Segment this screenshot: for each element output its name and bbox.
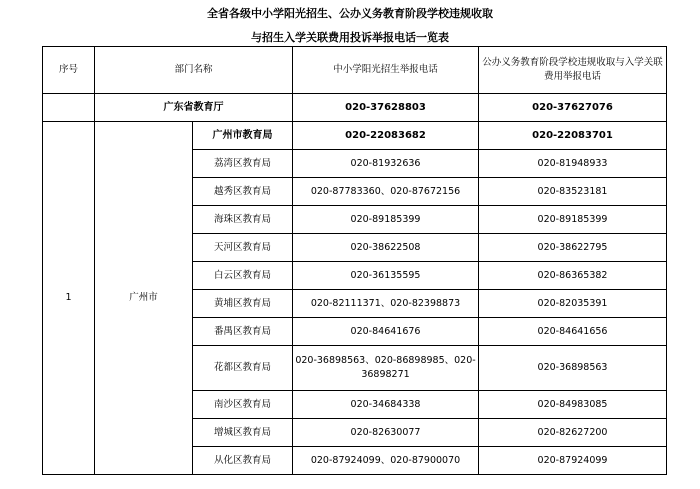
- cell-province-fee-phone: 020-37627076: [479, 94, 667, 122]
- cell-department-name: 黄埔区教育局: [193, 290, 293, 318]
- cell-fee-phone: 020-38622795: [479, 234, 667, 262]
- cell-department-name: 荔湾区教育局: [193, 150, 293, 178]
- document-title-line-2: 与招生入学关联费用投诉举报电话一览表: [251, 31, 449, 44]
- cell-department-name: 从化区教育局: [193, 447, 293, 475]
- cell-fee-phone: 020-87924099: [479, 447, 667, 475]
- table-header-row: [43, 47, 667, 94]
- cell-fee-phone: 020-22083701: [479, 122, 667, 150]
- cell-enrollment-phone: 020-89185399: [293, 206, 479, 234]
- cell-enrollment-phone: 020-82630077: [293, 419, 479, 447]
- header-enrollment-hotline: 中小学阳光招生举报电话: [293, 47, 479, 94]
- cell-province-name: 广东省教育厅: [95, 94, 293, 122]
- cell-enrollment-phone: 020-81932636: [293, 150, 479, 178]
- cell-fee-phone: 020-89185399: [479, 206, 667, 234]
- table-row-province: [43, 94, 667, 122]
- cell-fee-phone: 020-81948933: [479, 150, 667, 178]
- cell-fee-phone: 020-84641656: [479, 318, 667, 346]
- cell-department-name: 越秀区教育局: [193, 178, 293, 206]
- cell-enrollment-phone: 020-87924099、020-87900070: [293, 447, 479, 475]
- cell-seq-empty: [43, 94, 95, 122]
- cell-fee-phone: 020-83523181: [479, 178, 667, 206]
- cell-fee-phone: 020-82627200: [479, 419, 667, 447]
- cell-enrollment-phone: 020-36898563、020-86898985、020-36898271: [293, 346, 479, 391]
- cell-department-name: 番禺区教育局: [193, 318, 293, 346]
- cell-department-name: 花都区教育局: [193, 346, 293, 391]
- cell-fee-phone: 020-84983085: [479, 391, 667, 419]
- cell-department-name: 天河区教育局: [193, 234, 293, 262]
- cell-enrollment-phone: 020-36135595: [293, 262, 479, 290]
- cell-province-enrollment-phone: 020-37628803: [293, 94, 479, 122]
- cell-department-name: 白云区教育局: [193, 262, 293, 290]
- document-title-line-1: 全省各级中小学阳光招生、公办义务教育阶段学校违规收取: [207, 7, 493, 20]
- cell-department-name: 增城区教育局: [193, 419, 293, 447]
- phone-directory-table: [42, 46, 667, 475]
- header-fee-hotline: 公办义务教育阶段学校违规收取与入学关联费用举报电话: [479, 47, 667, 94]
- cell-department-name: 南沙区教育局: [193, 391, 293, 419]
- cell-city-name: 广州市: [95, 122, 193, 475]
- cell-enrollment-phone: 020-38622508: [293, 234, 479, 262]
- cell-department-name: 海珠区教育局: [193, 206, 293, 234]
- cell-enrollment-phone: 020-84641676: [293, 318, 479, 346]
- header-seq: 序号: [43, 47, 95, 94]
- cell-enrollment-phone: 020-22083682: [293, 122, 479, 150]
- cell-enrollment-phone: 020-82111371、020-82398873: [293, 290, 479, 318]
- header-department: 部门名称: [95, 47, 293, 94]
- cell-enrollment-phone: 020-87783360、020-87672156: [293, 178, 479, 206]
- cell-fee-phone: 020-82035391: [479, 290, 667, 318]
- cell-fee-phone: 020-36898563: [479, 346, 667, 391]
- cell-seq-number: 1: [43, 122, 95, 475]
- cell-department-name: 广州市教育局: [193, 122, 293, 150]
- cell-enrollment-phone: 020-34684338: [293, 391, 479, 419]
- table-row: [43, 122, 667, 150]
- cell-fee-phone: 020-86365382: [479, 262, 667, 290]
